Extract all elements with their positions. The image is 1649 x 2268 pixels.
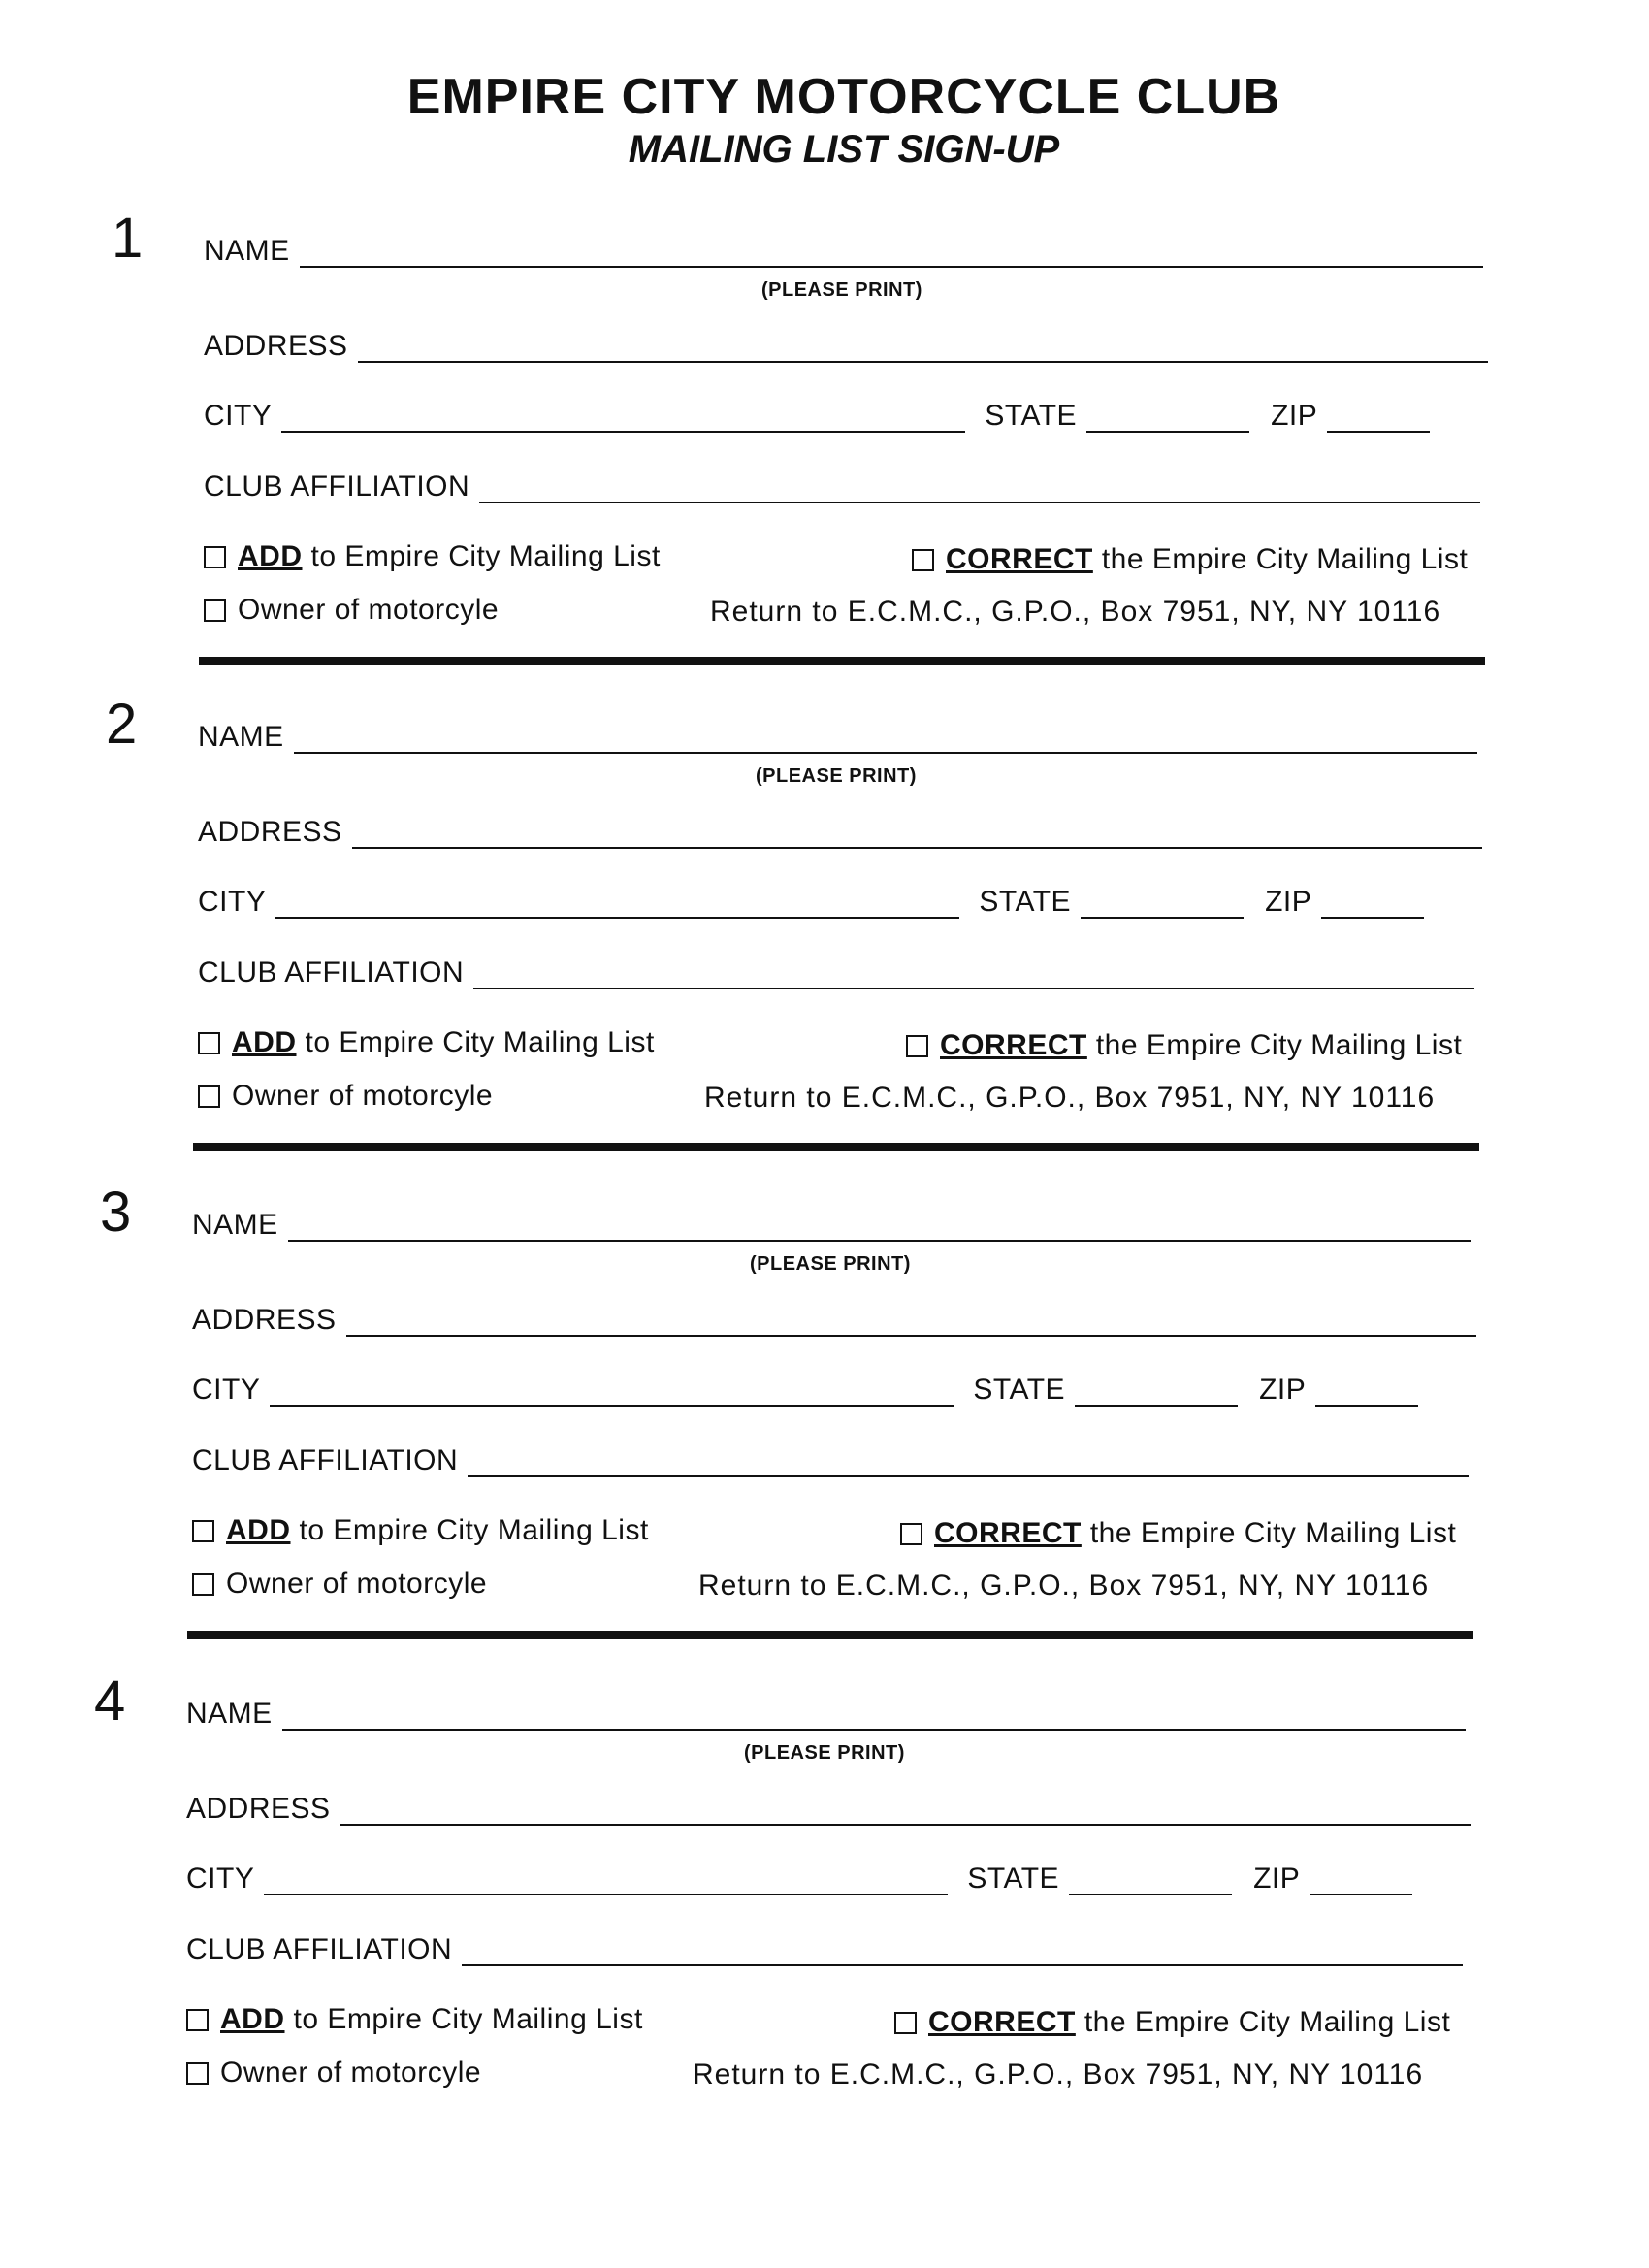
- zip-label: ZIP: [1265, 886, 1312, 918]
- please-print-note: (PLEASE PRINT): [750, 1253, 911, 1275]
- please-print-note: (PLEASE PRINT): [744, 1742, 905, 1764]
- name-label: NAME: [186, 1698, 273, 1730]
- name-label: NAME: [204, 235, 290, 267]
- signup-entry-3: [100, 1181, 1589, 1645]
- name-label: NAME: [192, 1209, 278, 1241]
- correct-checkbox[interactable]: [894, 2012, 917, 2034]
- zip-label: ZIP: [1259, 1374, 1307, 1406]
- zip-label: ZIP: [1253, 1863, 1301, 1895]
- city-field[interactable]: [281, 407, 965, 433]
- return-address: Return to E.C.M.C., G.P.O., Box 7951, NY, NY 10116: [698, 1570, 1430, 1602]
- club-affiliation-field[interactable]: [468, 1452, 1469, 1477]
- address-label: ADDRESS: [192, 1304, 337, 1336]
- address-field[interactable]: [340, 1800, 1471, 1826]
- owner-option[interactable]: Owner of motorcyle: [192, 1568, 487, 1601]
- correct-checkbox[interactable]: [900, 1523, 922, 1545]
- name-field[interactable]: [288, 1216, 1471, 1242]
- correct-option[interactable]: CORRECT the Empire City Mailing List: [912, 543, 1468, 576]
- name-field[interactable]: [282, 1705, 1466, 1731]
- club-affiliation-field[interactable]: [479, 478, 1480, 503]
- correct-option[interactable]: CORRECT the Empire City Mailing List: [894, 2006, 1450, 2039]
- state-field[interactable]: [1081, 893, 1244, 919]
- please-print-note: (PLEASE PRINT): [756, 765, 917, 787]
- owner-option[interactable]: Owner of motorcyle: [186, 2057, 481, 2090]
- add-checkbox[interactable]: [192, 1520, 214, 1542]
- add-checkbox[interactable]: [204, 546, 226, 568]
- state-field[interactable]: [1075, 1381, 1238, 1407]
- correct-checkbox[interactable]: [906, 1035, 928, 1057]
- address-label: ADDRESS: [198, 816, 342, 848]
- add-option[interactable]: ADD to Empire City Mailing List: [192, 1514, 649, 1547]
- club-affiliation-field[interactable]: [462, 1941, 1463, 1966]
- club-affiliation-label: CLUB AFFILIATION: [204, 470, 470, 502]
- state-label: STATE: [967, 1863, 1060, 1895]
- zip-label: ZIP: [1271, 400, 1318, 432]
- signup-entry-1: [112, 207, 1600, 671]
- entry-number: 1: [112, 207, 144, 270]
- owner-checkbox[interactable]: [186, 2062, 209, 2085]
- state-label: STATE: [985, 400, 1078, 432]
- owner-option[interactable]: Owner of motorcyle: [204, 594, 499, 627]
- address-field[interactable]: [346, 1312, 1476, 1337]
- city-field[interactable]: [275, 893, 959, 919]
- correct-option[interactable]: CORRECT the Empire City Mailing List: [906, 1029, 1462, 1062]
- section-divider: [193, 1143, 1479, 1151]
- city-label: CITY: [198, 886, 267, 918]
- city-field[interactable]: [270, 1381, 954, 1407]
- name-field[interactable]: [300, 243, 1483, 268]
- return-address: Return to E.C.M.C., G.P.O., Box 7951, NY, NY 10116: [704, 1082, 1436, 1114]
- please-print-note: (PLEASE PRINT): [761, 279, 922, 301]
- correct-option[interactable]: CORRECT the Empire City Mailing List: [900, 1517, 1456, 1550]
- section-divider: [199, 657, 1485, 665]
- state-field[interactable]: [1086, 407, 1249, 433]
- signup-entry-4: [94, 1669, 1583, 2134]
- owner-checkbox[interactable]: [192, 1573, 214, 1596]
- club-affiliation-label: CLUB AFFILIATION: [186, 1933, 453, 1965]
- city-label: CITY: [192, 1374, 261, 1406]
- section-divider: [187, 1631, 1473, 1639]
- entry-number: 4: [94, 1669, 126, 1733]
- return-address: Return to E.C.M.C., G.P.O., Box 7951, NY, NY 10116: [710, 596, 1441, 628]
- address-label: ADDRESS: [186, 1793, 331, 1825]
- form-subtitle: MAILING LIST SIGN-UP: [628, 128, 1060, 171]
- zip-field[interactable]: [1310, 1870, 1412, 1895]
- add-option[interactable]: ADD to Empire City Mailing List: [186, 2003, 643, 2036]
- zip-field[interactable]: [1327, 407, 1430, 433]
- address-field[interactable]: [352, 824, 1482, 849]
- state-field[interactable]: [1069, 1870, 1232, 1895]
- correct-checkbox[interactable]: [912, 549, 934, 571]
- name-field[interactable]: [294, 729, 1477, 754]
- add-option[interactable]: ADD to Empire City Mailing List: [198, 1026, 655, 1059]
- signup-entry-2: [106, 693, 1595, 1157]
- state-label: STATE: [979, 886, 1072, 918]
- zip-field[interactable]: [1315, 1381, 1418, 1407]
- entry-number: 2: [106, 693, 138, 756]
- entry-number: 3: [100, 1181, 132, 1244]
- owner-checkbox[interactable]: [204, 599, 226, 622]
- club-affiliation-label: CLUB AFFILIATION: [192, 1444, 459, 1476]
- add-checkbox[interactable]: [186, 2009, 209, 2031]
- return-address: Return to E.C.M.C., G.P.O., Box 7951, NY, NY 10116: [693, 2058, 1424, 2090]
- owner-option[interactable]: Owner of motorcyle: [198, 1080, 493, 1113]
- city-label: CITY: [204, 400, 273, 432]
- state-label: STATE: [973, 1374, 1066, 1406]
- add-checkbox[interactable]: [198, 1032, 220, 1054]
- form-title: EMPIRE CITY MOTORCYCLE CLUB: [406, 69, 1281, 125]
- zip-field[interactable]: [1321, 893, 1424, 919]
- add-option[interactable]: ADD to Empire City Mailing List: [204, 540, 661, 573]
- owner-checkbox[interactable]: [198, 1085, 220, 1108]
- address-field[interactable]: [358, 338, 1488, 363]
- club-affiliation-field[interactable]: [473, 964, 1474, 989]
- address-label: ADDRESS: [204, 330, 348, 362]
- name-label: NAME: [198, 721, 284, 753]
- city-field[interactable]: [264, 1870, 948, 1895]
- city-label: CITY: [186, 1863, 255, 1895]
- club-affiliation-label: CLUB AFFILIATION: [198, 956, 465, 988]
